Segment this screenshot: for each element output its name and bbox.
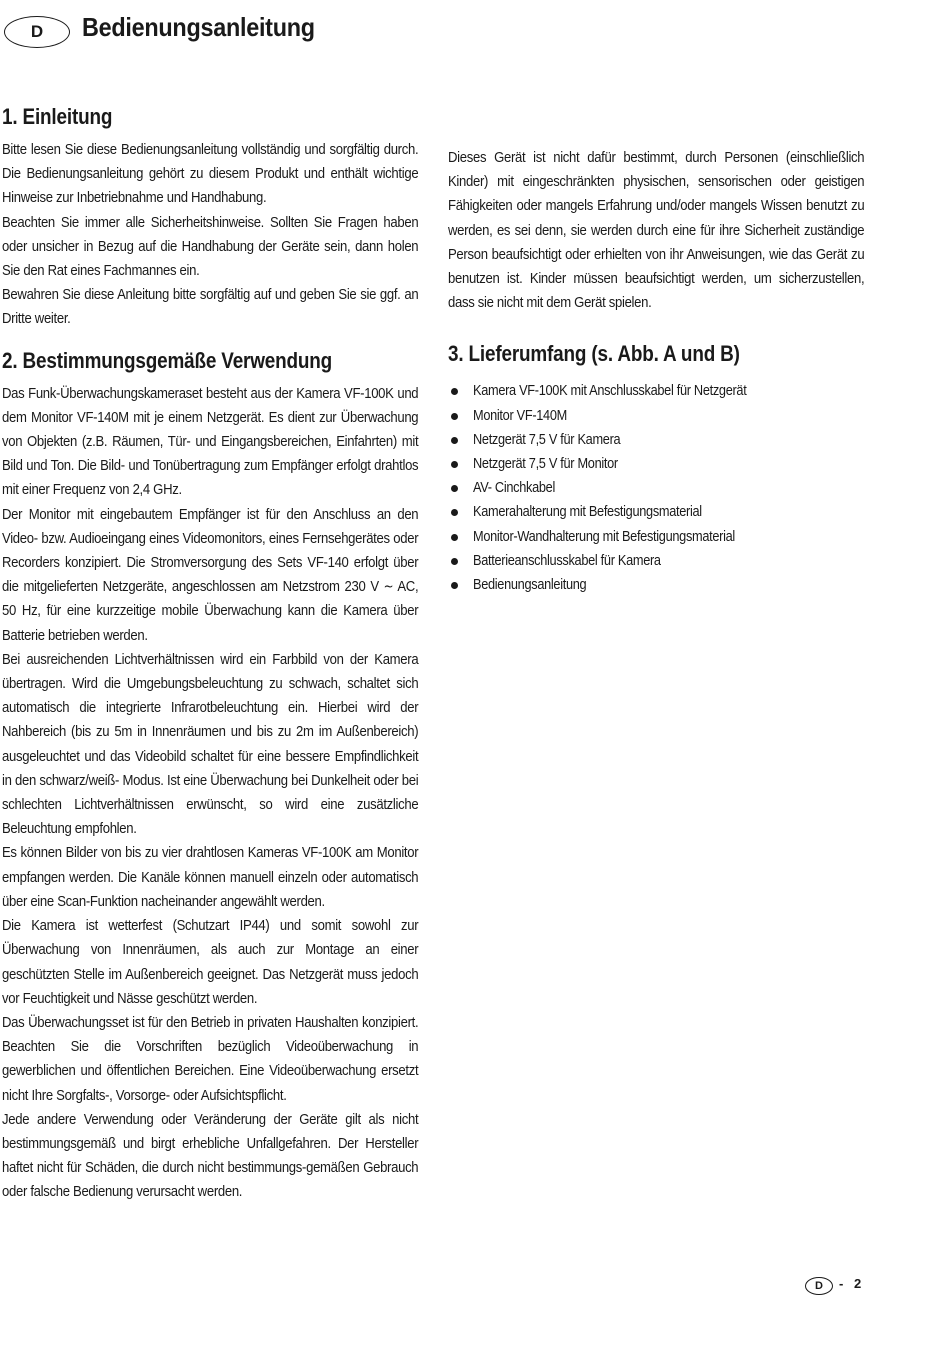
bullet-icon: [451, 461, 458, 468]
list-item: Monitor-Wandhalterung mit Befestigungsmaterial: [448, 525, 864, 549]
page-number: 2: [854, 1276, 862, 1291]
bullet-icon: [451, 413, 458, 420]
list-item: Netzgerät 7,5 V für Monitor: [448, 452, 864, 476]
section-2-paragraph: Bei ausreichenden Lichtverhältnissen wird ein Farbbild von der Kamera übertragen. Wird die Umgebungsbeleuchtung zu schwach, schaltet sich automatisch die integrierte Infrarotbeleuchtung ein. Hierbei wird der Nahbereich (bis zu 5m in Innenräumen und bis zu 2m im Außenbereich) ausgeleuchtet und das Videobild schaltet für eine bessere Empfindlichkeit in den schwarz/weiß- Modus. Ist eine Überwachung bei Dunkelheit oder bei schlechten Lichtverhältnissen erwünscht, so wird eine zusätzliche Beleuchtung empfohlen.: [2, 651, 419, 838]
list-item: Kamerahalterung mit Befestigungsmaterial: [448, 500, 864, 524]
section-1-paragraph: Bewahren Sie diese Anleitung bitte sorgfältig auf und geben Sie sie ggf. an Dritte weiter.: [2, 287, 419, 328]
section-3-title: 3. Lieferumfang (s. Abb. A und B): [448, 341, 740, 367]
list-item: Bedienungsanleitung: [448, 573, 864, 597]
list-item: Netzgerät 7,5 V für Kamera: [448, 428, 864, 452]
bullet-icon: [451, 485, 458, 492]
section-2-paragraph: Der Monitor mit eingebautem Empfänger ist für den Anschluss an den Video- bzw. Audioeingang eines Videomonitors, eines Fernsehgerätes oder Recorders konzipiert. Die Stromversorgung des Sets VF-140 erfolgt über die mitgelieferten Netzgeräte, angeschlossen am Netzstrom 230 V ∼ AC, 50 Hz, für eine kurzzeitige mobile Überwachung kann die Kamera über Batterie betrieben werden.: [2, 506, 419, 644]
section-1-body: [2, 138, 418, 332]
section-2-body: [2, 382, 418, 1205]
page-header: [4, 10, 944, 54]
right-column: [448, 146, 864, 597]
footer-separator: -: [839, 1276, 844, 1291]
list-item: Monitor VF-140M: [448, 404, 864, 428]
section-1-paragraph: Bitte lesen Sie diese Bedienungsanleitung vollständig und sorgfältig durch. Die Bedienungsanleitung gehört zu diesem Produkt und enthält wichtige Hinweise zur Inbetriebnahme und Handhabung.: [2, 142, 419, 207]
safety-note: [448, 146, 864, 315]
list-item: Batterieanschlusskabel für Kamera: [448, 549, 864, 573]
list-item: Kamera VF-100K mit Anschlusskabel für Netzgerät: [448, 379, 864, 403]
safety-paragraph: Dieses Gerät ist nicht dafür bestimmt, durch Personen (einschließlich Kinder) mit eingeschränkten physischen, sensorischen oder geistigen Fähigkeiten oder mangels Erfahrung und/oder mangels Wissen benutzt zu werden, es sei denn, sie werden durch eine für ihre Sicherheit zuständige Person beaufsichtigt oder erhielten von ihr Anweisungen, wie das Gerät zu benutzen ist. Kinder müssen beaufsichtigt werden, um sicherzustellen, dass sie nicht mit dem Gerät spielen.: [448, 150, 865, 312]
bullet-icon: [451, 437, 458, 444]
language-badge: D: [4, 16, 70, 48]
document-title: Bedienungsanleitung: [82, 12, 315, 42]
bullet-icon: [451, 582, 458, 589]
footer-language-badge: D: [805, 1277, 833, 1295]
section-2-paragraph: Die Kamera ist wetterfest (Schutzart IP44) und somit sowohl zur Überwachung von Innenräumen, als auch zur Montage an einer geschützten Stelle im Außenbereich geeignet. Das Netzgerät muss jedoch vor Feuchtigkeit und Nässe geschützt werden.: [2, 918, 419, 1007]
section-2-paragraph: Es können Bilder von bis zu vier drahtlosen Kameras VF-100K am Monitor empfangen werden. Die Kanäle können manuell einzeln oder automatisch über eine Scan-Funktion nacheinander angewählt werden.: [2, 845, 419, 910]
bullet-icon: [451, 558, 458, 565]
bullet-icon: [451, 509, 458, 516]
section-2-paragraph: Jede andere Verwendung oder Veränderung der Geräte gilt als nicht bestimmungsgemäß und birgt erhebliche Unfallgefahren. Der Hersteller haftet nicht für Schäden, die durch nicht bestimmungs-gemäßen Gebrauch oder falsche Bedienung verursacht werden.: [2, 1111, 419, 1201]
bullet-icon: [451, 388, 458, 395]
section-1-title: 1. Einleitung: [2, 104, 113, 129]
list-item: AV- Cinchkabel: [448, 476, 864, 500]
section-2-paragraph: Das Funk-Überwachungskameraset besteht aus der Kamera VF-100K und dem Monitor VF-140M mit je einem Netzgerät. Es dient zur Überwachung von Objekten (z.B. Räumen, Tür- und Eingangsbereichen, Einfahrten) mit Bild und Ton. Die Bild- und Tonübertragung zum Empfänger erfolgt drahtlos mit einer Frequenz von 2,4 GHz.: [2, 385, 419, 499]
delivery-contents-list: [448, 379, 864, 597]
section-2-title: 2. Bestimmungsgemäße Verwendung: [2, 347, 333, 373]
left-column: [2, 104, 418, 1205]
section-2-paragraph: Das Überwachungsset ist für den Betrieb in privaten Haushalten konzipiert. Beachten Sie die Vorschriften bezüglich Videoüberwachung in gewerblichen und öffentlichen Bereichen. Eine Videoüberwachung ersetzt nicht Ihre Sorgfalts-, Vorsorge- oder Aufsichtspflicht.: [2, 1014, 419, 1104]
bullet-icon: [451, 534, 458, 541]
page-footer: [805, 1275, 885, 1297]
section-1-paragraph: Beachten Sie immer alle Sicherheitshinweise. Sollten Sie Fragen haben oder unsicher in Bezug auf die Handhabung der Geräte sein, dann holen Sie den Rat eines Fachmannes ein.: [2, 214, 419, 280]
